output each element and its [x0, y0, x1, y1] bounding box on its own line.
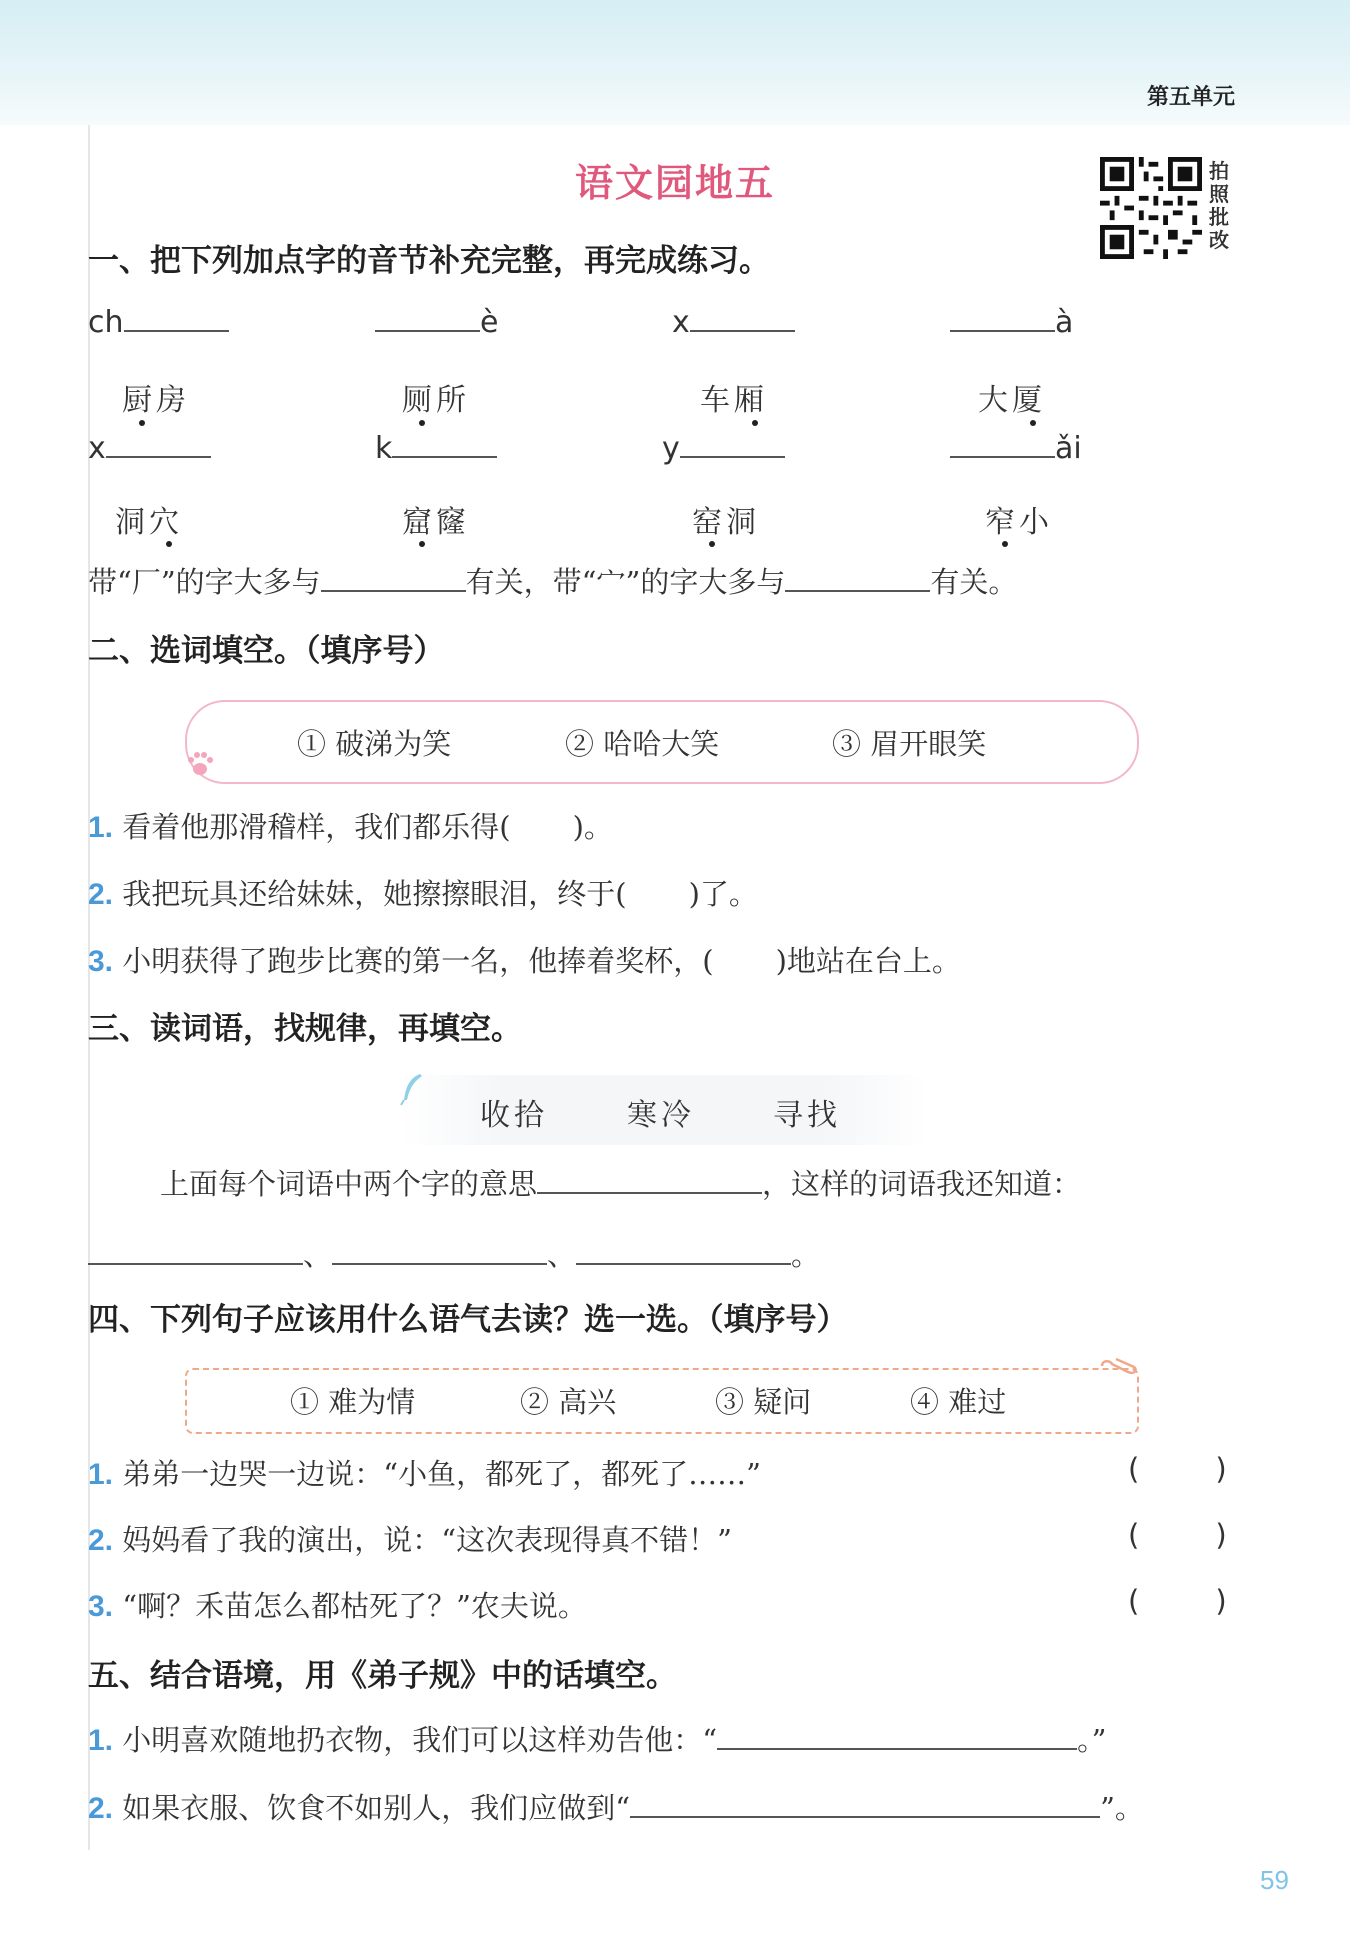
section2-item-1: 1. 看着他那滑稽样，我们都乐得( )。	[88, 810, 613, 844]
emphasis-dot	[1030, 420, 1036, 426]
paw-icon	[185, 750, 215, 782]
section1-heading: 一、把下列加点字的音节补充完整，再完成练习。	[88, 243, 770, 279]
section5-heading: 五、结合语境，用《弟子规》中的话填空。	[88, 1658, 677, 1694]
answer-paren-1[interactable]: ( )	[1128, 1452, 1227, 1486]
option-yiwen: ③ 疑问	[715, 1385, 812, 1419]
qr-caption: 拍照批改	[1209, 159, 1229, 252]
word-yaodong: 窑洞	[692, 505, 760, 540]
section4-heading: 四、下列句子应该用什么语气去读？选一选。（填序号）	[88, 1302, 848, 1338]
pinyin-blank-8[interactable]: ǎi	[950, 428, 1082, 466]
word-shoushi: 收拾	[480, 1098, 548, 1133]
section4-item-1: 1. 弟弟一边哭一边说：“小鱼，都死了，都死了……”	[88, 1457, 761, 1491]
pinyin-blank-4[interactable]: à	[950, 302, 1073, 340]
radical-blank-2[interactable]	[785, 562, 930, 592]
word-blank-1[interactable]	[88, 1235, 303, 1265]
word-dongxue: 洞穴	[115, 505, 183, 540]
option-gaoxing: ② 高兴	[520, 1385, 617, 1419]
radical-blank-1[interactable]	[321, 562, 466, 592]
word-chufang: 厨房	[122, 383, 190, 418]
word-xunzhao: 寻找	[773, 1098, 841, 1133]
pinyin-blank-5[interactable]: x	[88, 428, 211, 466]
section5-item-1: 1. 小明喜欢随地扔衣物，我们可以这样劝告他：“ 。”	[88, 1718, 1106, 1759]
emphasis-dot	[139, 420, 145, 426]
answer-paren-3[interactable]: ( )	[1128, 1584, 1227, 1618]
section3-answer-line: 、 、 。	[88, 1233, 820, 1274]
meaning-blank[interactable]	[537, 1164, 762, 1194]
dizigui-blank-2[interactable]	[630, 1788, 1100, 1818]
emphasis-dot	[1002, 541, 1008, 547]
emphasis-dot	[166, 541, 172, 547]
section3-heading: 三、读词语，找规律，再填空。	[88, 1011, 522, 1047]
section2-item-3: 3. 小明获得了跑步比赛的第一名，他捧着奖杯，( )地站在台上。	[88, 944, 961, 978]
word-blank-2[interactable]	[332, 1235, 547, 1265]
paperclip-icon	[1098, 1356, 1140, 1384]
feather-icon	[398, 1072, 426, 1110]
word-hanleng: 寒冷	[627, 1098, 695, 1133]
word-kulong: 窟窿	[402, 505, 470, 540]
emphasis-dot	[709, 541, 715, 547]
option-nanweiqing: ① 难为情	[290, 1385, 416, 1419]
option-nanguo: ④ 难过	[910, 1385, 1007, 1419]
word-cesuo: 厕所	[402, 383, 470, 418]
qr-code-icon[interactable]	[1100, 157, 1202, 259]
page-title: 语文园地五	[574, 161, 775, 205]
dizigui-blank-1[interactable]	[717, 1720, 1077, 1750]
radical-sentence: 带“厂”的字大多与 有关，带“宀”的字大多与 有关。	[88, 560, 1017, 601]
pinyin-blank-1[interactable]: ch	[88, 302, 229, 340]
option-meikaiyanxiao: ③ 眉开眼笑	[832, 727, 987, 761]
word-dasha: 大厦	[978, 383, 1046, 418]
section4-item-2: 2. 妈妈看了我的演出，说：“这次表现得真不错！”	[88, 1523, 732, 1557]
option-hahadaxiao: ② 哈哈大笑	[565, 727, 720, 761]
pinyin-blank-7[interactable]: y	[662, 428, 785, 466]
pinyin-blank-6[interactable]: k	[375, 428, 497, 466]
word-blank-3[interactable]	[576, 1235, 791, 1265]
word-chexiang: 车厢	[700, 383, 768, 418]
section5-item-2: 2. 如果衣服、饮食不如别人，我们应做到“ ”。	[88, 1786, 1144, 1827]
section2-heading: 二、选词填空。（填序号）	[88, 633, 445, 669]
emphasis-dot	[419, 420, 425, 426]
section3-sentence: 上面每个词语中两个字的意思 ，这样的词语我还知道：	[160, 1162, 1081, 1203]
emphasis-dot	[419, 541, 425, 547]
pinyin-blank-2[interactable]: è	[375, 302, 498, 340]
option-potiweixiao: ① 破涕为笑	[297, 727, 452, 761]
pinyin-blank-3[interactable]: x	[672, 302, 795, 340]
answer-paren-2[interactable]: ( )	[1128, 1518, 1227, 1552]
section4-item-3: 3. “啊？禾苗怎么都枯死了？”农夫说。	[88, 1589, 587, 1623]
word-zhaixiao: 窄小	[985, 505, 1053, 540]
unit-label: 第五单元	[1146, 85, 1235, 110]
page-number: 59	[1260, 1865, 1289, 1895]
emphasis-dot	[752, 420, 758, 426]
section2-item-2: 2. 我把玩具还给妹妹，她擦擦眼泪，终于( )了。	[88, 877, 758, 911]
